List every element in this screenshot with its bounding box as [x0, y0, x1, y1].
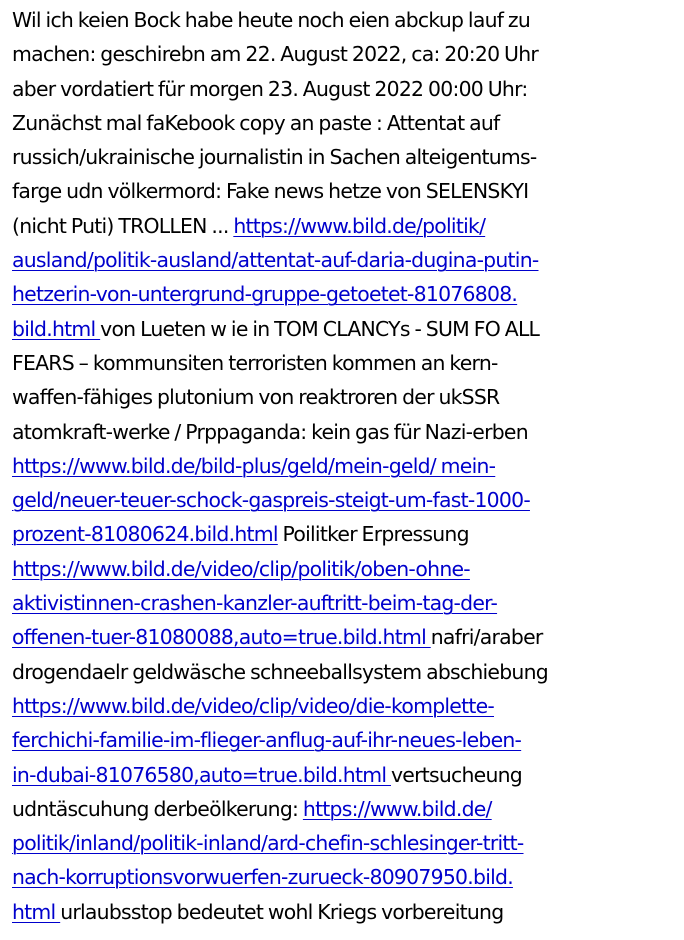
hyperlink[interactable]: nach-korruptionsvorwuerfen-zurueck-80907950.bild. — [12, 865, 513, 890]
hyperlink[interactable]: aktivistinnen-crashen-kanzler-auftritt-beim-tag-der- — [12, 591, 498, 616]
body-text: atomkraft-werke / Prppaganda: kein gas für Nazi-erben — [12, 419, 528, 444]
text-line — [12, 826, 680, 860]
text-line — [12, 174, 680, 208]
text-line — [12, 792, 680, 826]
text-line — [12, 723, 680, 757]
body-text: nafri/araber — [430, 625, 543, 650]
text-line — [12, 72, 680, 106]
hyperlink[interactable]: ausland/politik-ausland/attentat-auf-daria-dugina-putin- — [12, 248, 539, 273]
body-text: Wil ich keien Bock habe heute noch eien abckup lauf zu — [12, 8, 531, 32]
text-line — [12, 380, 680, 414]
body-text: aber vordatiert für morgen 23. August 2022 00:00 Uhr: — [12, 76, 528, 101]
body-text: russich/ukrainische journalistin in Sachen alteigentums- — [12, 145, 537, 170]
body-text: Zunächst mal faKebook copy an paste : Attentat auf — [12, 110, 500, 135]
text-line — [12, 415, 680, 449]
body-text: machen: geschirebn am 22. August 2022, ca: 20:20 Uhr — [12, 42, 539, 67]
text-line — [12, 209, 680, 243]
hyperlink[interactable]: https://www.bild.de/video/clip/video/die-komplette- — [12, 693, 494, 718]
text-line — [12, 312, 680, 346]
hyperlink[interactable]: offenen-tuer-81080088,auto=true.bild.html — [12, 625, 431, 650]
text-line — [12, 277, 680, 311]
text-line — [12, 552, 680, 586]
text-line — [12, 758, 680, 792]
text-line — [12, 860, 680, 894]
body-text: urlaubsstop bedeutet wohl Kriegs vorbereitung — [60, 899, 504, 924]
body-text: farge udn völkermord: Fake news hetze von SELENSKYI — [12, 179, 529, 204]
hyperlink[interactable]: https://www.bild.de/politik/ — [233, 213, 486, 238]
body-text: vertsucheung — [390, 762, 522, 787]
text-line — [12, 140, 680, 174]
text-line — [12, 655, 680, 689]
text-line — [12, 689, 680, 723]
body-text: waffen-fähiges plutonium von reaktroren der ukSSR — [12, 385, 500, 410]
body-text: udntäscuhung derbeölkerung: — [12, 796, 303, 821]
hyperlink[interactable]: https://www.bild.de/ — [302, 796, 492, 821]
hyperlink[interactable]: in-dubai-81076580,auto=true.bild.html — [12, 762, 391, 787]
body-text: von Lueten w ie in TOM CLANCYs - SUM FO ALL — [100, 316, 540, 341]
hyperlink[interactable]: politik/inland/politik-inland/ard-chefin-schlesinger-tritt- — [12, 831, 524, 856]
hyperlink[interactable]: ferchichi-familie-im-flieger-anflug-auf-ihr-neues-leben- — [12, 728, 522, 753]
text-line — [12, 346, 680, 380]
hyperlink[interactable]: html — [12, 899, 61, 924]
text-line — [12, 483, 680, 517]
text-line — [12, 243, 680, 277]
text-line — [12, 517, 680, 551]
hyperlink[interactable]: geld/neuer-teuer-schock-gaspreis-steigt-um-fast-1000- — [12, 488, 530, 513]
hyperlink[interactable]: https://www.bild.de/bild-plus/geld/mein-geld/ mein- — [12, 453, 496, 478]
hyperlink[interactable]: https://www.bild.de/video/clip/politik/oben-ohne- — [12, 556, 470, 581]
text-line — [12, 620, 680, 654]
text-line — [12, 449, 680, 483]
hyperlink[interactable]: prozent-81080624.bild.html — [12, 522, 278, 547]
body-text: FEARS – kommunsiten terroristen kommen an kern- — [12, 350, 498, 375]
text-line — [12, 586, 680, 620]
body-text: (nicht Puti) TROLLEN ... — [12, 213, 234, 238]
hyperlink[interactable]: bild.html — [12, 316, 101, 341]
text-line — [12, 106, 680, 140]
text-line — [12, 3, 680, 37]
hyperlink[interactable]: hetzerin-von-untergrund-gruppe-getoetet-81076808. — [12, 282, 518, 307]
document-body — [12, 3, 680, 929]
text-line — [12, 895, 680, 929]
body-text: Poilitker Erpressung — [277, 522, 469, 547]
body-text: drogendaelr geldwäsche schneeballsystem abschiebung — [12, 659, 548, 684]
text-line — [12, 37, 680, 71]
